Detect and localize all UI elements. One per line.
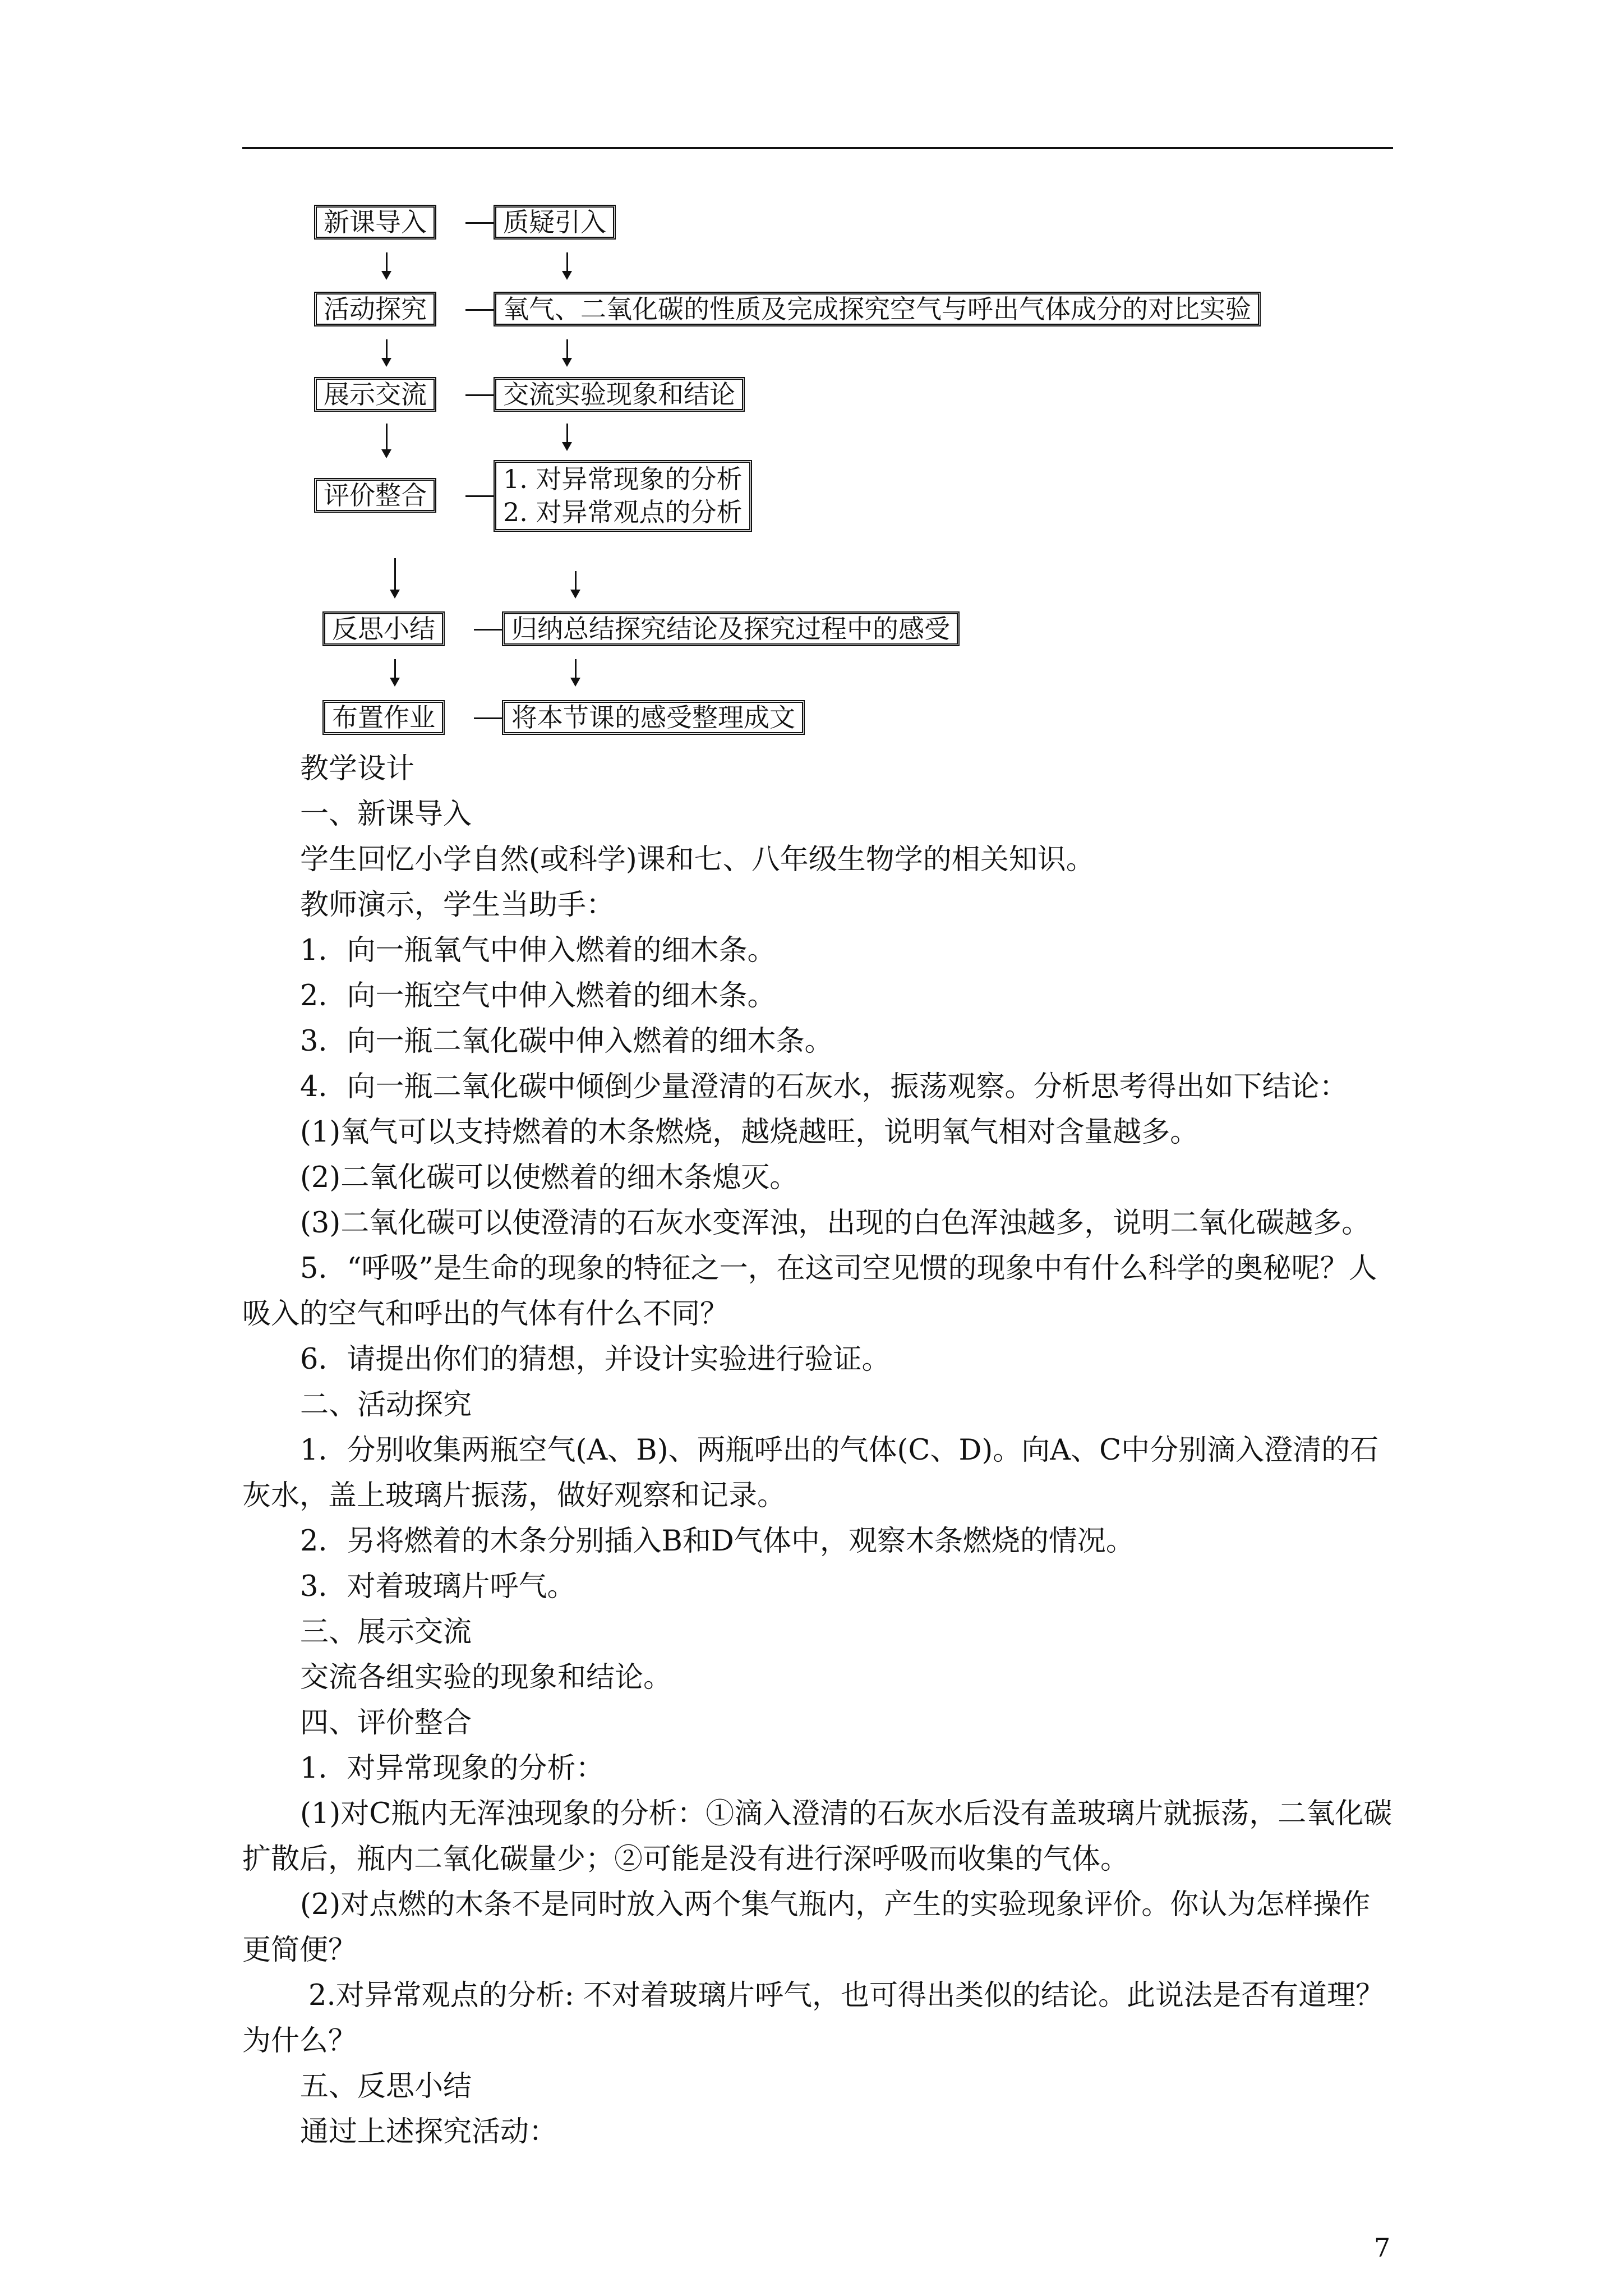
flow-stage-box [322,611,445,646]
flow-arrow-down [394,558,396,596]
flow-detail-box [502,700,805,735]
paragraph: 6．请提出你们的猜想，并设计实验进行验证。 [300,1343,891,1376]
header-rule [242,147,1393,149]
flow-stage-label: 评价整合 [324,480,427,510]
flow-stage-label: 展示交流 [324,379,427,409]
flow-arrow-down [566,339,568,365]
flow-detail-label: 将本节课的感受整理成文 [511,702,795,733]
paragraph: (1)氧气可以支持燃着的木条燃烧，越烧越旺，说明氧气相对含量越多。 [300,1116,1199,1149]
flow-detail-box [494,292,1261,326]
flow-connector [465,309,494,311]
flow-detail-line: 2. 对异常观点的分析 [503,497,743,527]
flow-stage-box [314,478,436,513]
paragraph: 2．向一瓶空气中伸入燃着的细木条。 [300,979,776,1013]
paragraph: 学生回忆小学自然(或科学)课和七、八年级生物学的相关知识。 [300,843,1095,876]
flow-arrow-down [566,424,568,449]
flow-stage-box [322,700,445,735]
flow-detail-box [494,377,745,412]
flow-stage-label: 布置作业 [332,702,435,733]
flow-connector [465,394,494,396]
section-heading: 三、展示交流 [300,1616,472,1649]
flow-connector [474,717,502,719]
section-title: 教学设计 [300,752,415,785]
section-heading: 四、评价整合 [300,1706,472,1740]
flow-arrow-down [566,252,568,278]
section-heading: 一、新课导入 [300,798,472,831]
paragraph: 2.对异常观点的分析: 不对着玻璃片呼气，也可得出类似的结论。此说法是否有道理？为什么？ [242,1979,1385,2058]
paragraph: 1．分别收集两瓶空气(A、B)、两瓶呼出的气体(C、D)。向A、C中分别滴入澄清的石灰水，盖上玻璃片振荡，做好观察和记录。 [242,1434,1379,1512]
flow-arrow-down [575,571,577,596]
flow-stage-label: 反思小结 [332,614,435,644]
paragraph: 3．对着玻璃片呼气。 [300,1570,576,1603]
flow-arrow-down [386,252,388,278]
paragraph: (3)二氧化碳可以使澄清的石灰水变浑浊，出现的白色浑浊越多，说明二氧化碳越多。 [300,1207,1371,1240]
paragraph: (1)对C瓶内无浑浊现象的分析：①滴入澄清的石灰水后没有盖玻璃片就振荡，二氧化碳扩散后，瓶内二氧化碳量少；②可能是没有进行深呼吸而收集的气体。 [242,1797,1393,1876]
flow-detail-line: 1. 对异常现象的分析 [503,464,743,494]
flow-detail-label: 氧气、二氧化碳的性质及完成探究空气与呼出气体成分的对比实验 [503,294,1251,324]
paragraph: 2．另将燃着的木条分别插入B和D气体中，观察木条燃烧的情况。 [300,1525,1135,1558]
paragraph: 教师演示，学生当助手： [300,889,615,922]
flow-arrow-down [386,339,388,365]
section-heading: 二、活动探究 [300,1388,472,1421]
flow-arrow-down [575,659,577,684]
flow-stage-label: 新课导入 [324,207,427,237]
paragraph: (2)二氧化碳可以使燃着的细木条熄灭。 [300,1161,799,1194]
paragraph: 1．向一瓶氧气中伸入燃着的细木条。 [300,934,776,967]
flow-connector [474,629,502,631]
flow-detail-box [494,460,752,532]
flow-detail-box [502,611,960,646]
flow-arrow-down [386,424,388,456]
flow-stage-box [314,205,436,240]
paragraph: 交流各组实验的现象和结论。 [300,1661,672,1694]
document-body [242,746,1399,2155]
flow-detail-label: 质疑引入 [503,207,606,237]
paragraph: 1．对异常现象的分析： [300,1752,605,1785]
paragraph: 3．向一瓶二氧化碳中伸入燃着的细木条。 [300,1025,833,1058]
paragraph: (2)对点燃的木条不是同时放入两个集气瓶内，产生的实验现象评价。你认为怎样操作更简便？ [242,1888,1371,1967]
flow-stage-box [314,292,436,326]
section-heading: 五、反思小结 [300,2070,472,2103]
paragraph: 4．向一瓶二氧化碳中倾倒少量澄清的石灰水，振荡观察。分析思考得出如下结论： [300,1070,1348,1103]
flow-detail-label: 交流实验现象和结论 [503,379,735,409]
flow-stage-label: 活动探究 [324,294,427,324]
paragraph: 通过上述探究活动： [300,2115,558,2148]
flow-arrow-down [394,659,396,684]
flow-stage-box [314,377,436,412]
flow-connector [465,495,494,497]
flow-detail-label: 归纳总结探究结论及探究过程中的感受 [511,614,950,644]
flow-detail-box [494,205,616,240]
flow-connector [465,222,494,224]
page-number: 7 [1374,2233,1391,2263]
paragraph: 5．“呼吸”是生命的现象的特征之一，在这司空见惯的现象中有什么科学的奥秘呢？人吸入的空气和呼出的气体有什么不同？ [242,1252,1377,1331]
